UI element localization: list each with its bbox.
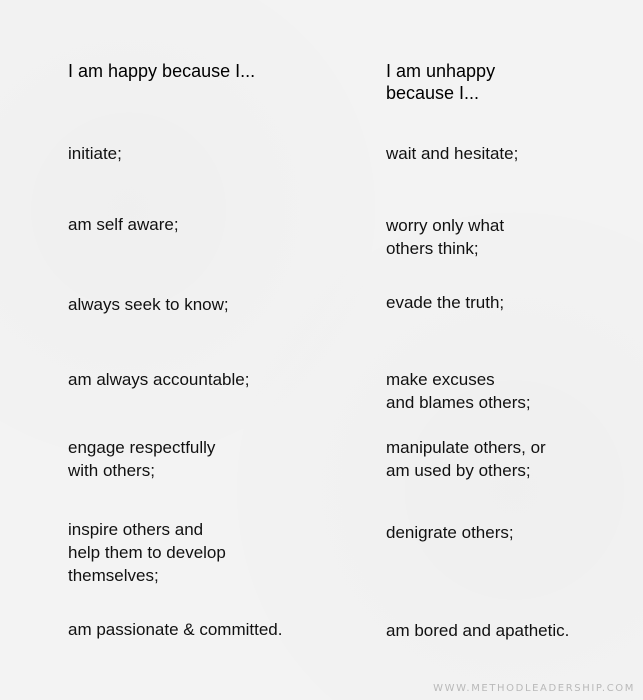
- happy-item-self-aware: am self aware;: [68, 215, 179, 234]
- watermark-url: WWW.METHODLEADERSHIP.COM: [433, 683, 635, 694]
- unhappy-item-wait: wait and hesitate;: [386, 144, 519, 163]
- unhappy-item-denigrate: denigrate others;: [386, 523, 514, 542]
- happy-item-passionate: am passionate & committed.: [68, 620, 283, 639]
- happy-item-inspire: inspire others and help them to develop themselves;: [68, 520, 226, 585]
- unhappy-item-manipulate: manipulate others, or am used by others;: [386, 438, 546, 480]
- unhappy-column-heading: I am unhappy because I...: [386, 61, 496, 103]
- unhappy-item-bored: am bored and apathetic.: [386, 621, 570, 640]
- happy-item-engage: engage respectfully with others;: [68, 438, 216, 480]
- unhappy-item-worry: worry only what others think;: [386, 216, 505, 258]
- happy-column-heading: I am happy because I...: [68, 61, 256, 81]
- happy-item-initiate: initiate;: [68, 144, 122, 163]
- unhappy-item-excuses: make excuses and blames others;: [386, 370, 531, 412]
- unhappy-item-evade: evade the truth;: [386, 293, 505, 312]
- happy-item-seek-to-know: always seek to know;: [68, 295, 229, 314]
- happy-item-accountable: am always accountable;: [68, 370, 250, 389]
